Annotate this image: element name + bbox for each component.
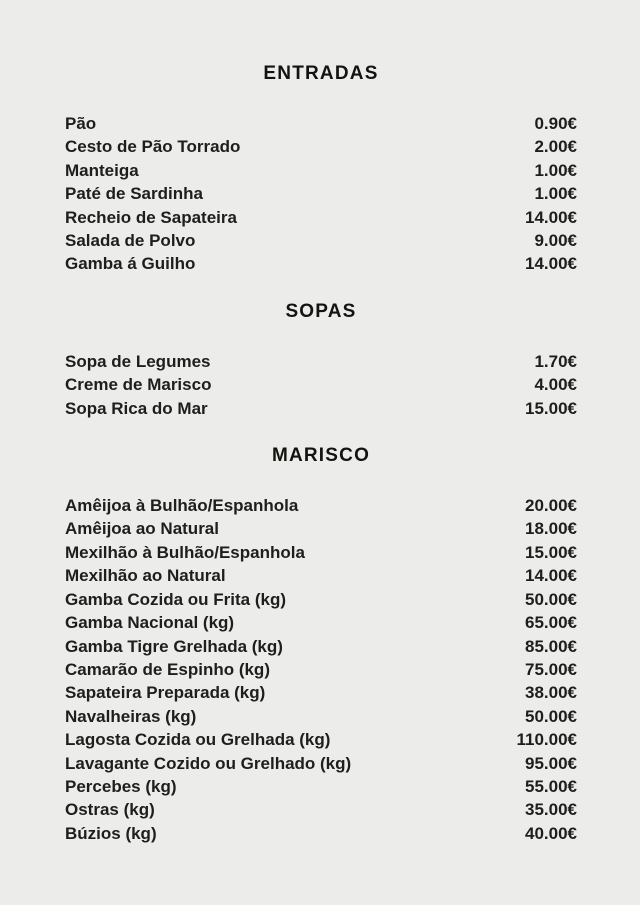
menu-item-name: Navalheiras (kg) [65, 706, 197, 726]
menu-item-row [65, 397, 577, 420]
menu-item-price: 95.00€ [525, 753, 577, 773]
menu-item-price: 18.00€ [525, 519, 577, 539]
menu-item-name: Mexilhão à Bulhão/Espanhola [65, 542, 305, 562]
menu-item-price: 85.00€ [525, 636, 577, 656]
menu-item-row [65, 252, 577, 275]
menu-item-row [65, 822, 577, 845]
menu-item-price: 50.00€ [525, 706, 577, 726]
menu-item-price: 1.00€ [534, 160, 577, 180]
menu-item-row [65, 159, 577, 182]
menu-item-row [65, 182, 577, 205]
menu-item-row [65, 752, 577, 775]
section-title: ENTRADAS [263, 63, 379, 84]
menu-item-name: Búzios (kg) [65, 823, 157, 843]
menu-item-name: Creme de Marisco [65, 375, 212, 395]
menu-sections-root [65, 62, 577, 845]
menu-item-row [65, 135, 577, 158]
section-items [65, 350, 577, 420]
menu-section [65, 300, 577, 420]
menu-item-name: Gamba Tigre Grelhada (kg) [65, 636, 283, 656]
menu-item-price: 15.00€ [525, 398, 577, 418]
menu-item-name: Paté de Sardinha [65, 184, 203, 204]
menu-item-price: 1.00€ [534, 184, 577, 204]
menu-item-name: Percebes (kg) [65, 776, 177, 796]
menu-item-price: 9.00€ [534, 231, 577, 251]
section-items [65, 494, 577, 845]
menu-item-row [65, 658, 577, 681]
menu-item-name: Gamba á Guilho [65, 254, 196, 274]
menu-item-row [65, 588, 577, 611]
menu-item-name: Camarão de Espinho (kg) [65, 659, 270, 679]
menu-item-price: 55.00€ [525, 776, 577, 796]
menu-item-price: 4.00€ [534, 375, 577, 395]
menu-item-name: Amêijoa ao Natural [65, 519, 219, 539]
menu-item-name: Gamba Nacional (kg) [65, 613, 235, 633]
menu-item-row [65, 517, 577, 540]
menu-item-row [65, 775, 577, 798]
menu-item-price: 40.00€ [525, 823, 577, 843]
menu-item-price: 15.00€ [525, 542, 577, 562]
menu-section [65, 444, 577, 845]
menu-item-row [65, 350, 577, 373]
menu-item-row [65, 541, 577, 564]
menu-item-name: Mexilhão ao Natural [65, 566, 226, 586]
section-title: SOPAS [285, 300, 357, 322]
menu-item-price: 1.70€ [534, 351, 577, 371]
menu-item-name: Cesto de Pão Torrado [65, 137, 241, 157]
menu-item-price: 75.00€ [525, 659, 577, 679]
menu-item-name: Pão [65, 114, 97, 133]
menu-item-price: 14.00€ [525, 207, 577, 227]
menu-item-row [65, 373, 577, 396]
section-title: MARISCO [271, 445, 371, 467]
menu-item-row [65, 635, 577, 658]
menu-item-name: Sapateira Preparada (kg) [65, 683, 266, 703]
menu-item-price: 50.00€ [525, 589, 577, 609]
menu-item-row [65, 564, 577, 587]
menu-item-price: 14.00€ [525, 254, 577, 274]
menu-item-price: 110.00€ [516, 730, 577, 750]
menu-section [65, 62, 577, 276]
menu-item-name: Recheio de Sapateira [65, 207, 237, 227]
menu-item-price: 0.90€ [534, 114, 577, 133]
section-items [65, 112, 577, 276]
menu-item-price: 38.00€ [525, 683, 577, 703]
menu-item-name: Amêijoa à Bulhão/Espanhola [65, 496, 299, 516]
menu-item-price: 35.00€ [525, 800, 577, 820]
menu-item-row [65, 229, 577, 252]
menu-item-row [65, 494, 577, 517]
menu-item-name: Ostras (kg) [65, 800, 155, 820]
menu-item-name: Salada de Polvo [65, 231, 196, 251]
menu-item-name: Gamba Cozida ou Frita (kg) [65, 589, 287, 609]
menu-item-row [65, 728, 577, 751]
menu-item-row [65, 705, 577, 728]
menu-item-name: Sopa Rica do Mar [65, 398, 208, 418]
menu-item-price: 65.00€ [525, 613, 577, 633]
menu-item-row [65, 112, 577, 135]
menu-item-price: 2.00€ [534, 137, 577, 157]
menu-item-name: Lavagante Cozido ou Grelhado (kg) [65, 753, 352, 773]
menu-item-price: 20.00€ [525, 496, 577, 516]
menu-item-name: Lagosta Cozida ou Grelhada (kg) [65, 730, 331, 750]
menu-item-name: Manteiga [65, 160, 139, 180]
menu-item-row [65, 611, 577, 634]
menu-item-row [65, 206, 577, 229]
menu-item-row [65, 681, 577, 704]
menu-item-price: 14.00€ [525, 566, 577, 586]
menu-item-row [65, 798, 577, 821]
menu-item-name: Sopa de Legumes [65, 351, 211, 371]
